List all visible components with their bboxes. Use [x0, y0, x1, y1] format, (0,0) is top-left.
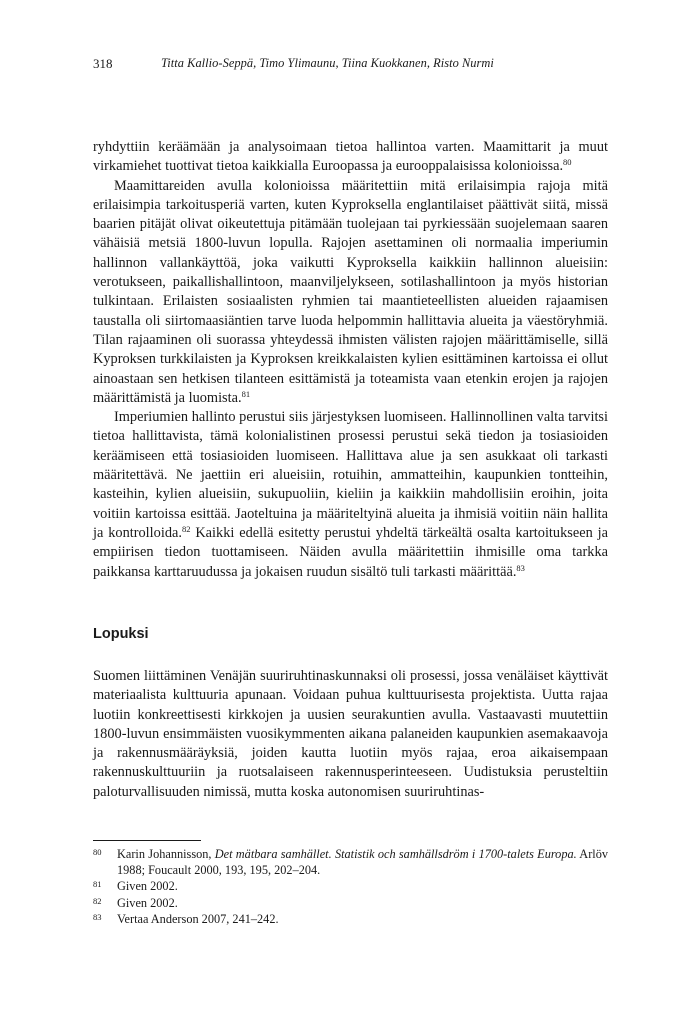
- main-text: [93, 138, 608, 582]
- footnote-83: 83 Vertaa Anderson 2007, 241–242.: [93, 911, 608, 927]
- page-number: 318: [93, 56, 113, 71]
- running-head: [93, 56, 608, 74]
- footnote-82: 82 Given 2002.: [93, 895, 608, 911]
- section-text: [93, 667, 608, 802]
- footnote-ref-82[interactable]: 82: [181, 523, 191, 534]
- footnote-ref-83[interactable]: 83: [516, 562, 525, 573]
- section-heading: Lopuksi: [93, 626, 149, 642]
- footnote-ref-80[interactable]: 80: [563, 157, 572, 168]
- footnote-ref-81[interactable]: 81: [241, 388, 251, 399]
- footnotes: [93, 846, 608, 927]
- paragraph-3: Imperiumien hallinto perustui siis järjestyksen luomiseen. Hallinnollinen valta tarvitsi tietoa hallittavista, tämä kolonialistinen prosessi perustui sekä tiedon ja tosiasioiden keräämiseen että tosiasioiden luomiseen. Hallittava alue ja sen asukkaat oli tarkasti määritettävä. Ne jaettiin eri alueisiin, rotuihin, ammatteihin, kaupunkien tontteihin, kasteihin, kylien alueisiin, sukupuoliin, kieliin ja kaikkiin mahdollisiin eroihin, joita voitiin kartoissa esittää. Jaoteltuina ja määriteltyinä alueita ja ihmisiä voitiin näin hallita ja kontrolloida.$^{82}$ Kaikki edellä esitetty perustui yhdeltä tärkeältä osalta kartoitukseen ja empiirisen tiedon tuottamiseen. Näiden avulla määritettiin ihmisille oma tarkka paikkansa karttaruudussa ja jokaisen ruudun sisältö tuli tarkasti määrittää.$^{83}$: [93, 409, 608, 580]
- footnote-number: 80: [93, 847, 102, 857]
- footnote-number: 82: [93, 895, 102, 906]
- footnote-number: 83: [93, 911, 102, 922]
- paragraph-2: Maamittareiden avulla kolonioissa määritettiin mitä erilaisimpia rajoja mitä erilaisimpia tarkoitusperiä varten, kuten Kyproksella englantilaiset päättivät siitä, missä baarien pitäjät olivat oikeutettuja pitämään tuolejaan tai pyrkiessään suojelemaan saaren vähäisiä metsiä 1800-luvun lopulla. Rajojen asettaminen oli normaalia imperiumin hallinnon vallankäyttöä, joka vaikutti Kyproksella kaikkiin hallinnon alueisiin: verotukseen, paikallishallintoon, maanviljelykseen, sotilashallintoon ja myös historian tulkintaan. Erilaisten sosiaalisten ryhmien tai maantieteellisten alueiden rajaamisen taustalla oli siirtomaasiäntien tarve luoda helpommin hallittavia alueita ja väestöryhmiä. Tilan rajaaminen oli suorassa yhteydessä ihmisten välisten rajojen määrittämiselle, sillä Kyproksen turkkilaisten ja Kyproksen kreikkalaisten kylien esittäminen kartoissa ei ollut ainoastaan sen hetkisen tilanteen esittämistä ja toteamista vaan etenkin erojen ja rajojen määrittämistä ja luomista.$^{81}$: [93, 177, 608, 406]
- footnote-81: 81 Given 2002.: [93, 878, 608, 894]
- footnote-title: Det mätbara samhället. Statistik och samhällsdröm i 1700-talets Europa.: [214, 847, 577, 861]
- footnote-divider: [93, 840, 201, 841]
- footnote-80: 80 Karin Johannisson, Det mätbara samhället. Statistik och samhällsdröm i 1700-talets Europa. Arlöv 1988; Foucault 2000, 193, 195, 202–204.: [93, 846, 608, 878]
- footnote-number: 81: [93, 879, 102, 890]
- running-head-authors: Titta Kallio-Seppä, Timo Ylimaunu, Tiina Kuokkanen, Risto Nurmi: [161, 56, 494, 70]
- paragraph-4: Suomen liittäminen Venäjän suuriruhtinaskunnaksi oli prosessi, jossa venäläiset käyttivät materiaalista kulttuuria apunaan. Voidaan puhua kulttuurisesta projektista. Uutta rajaa luotiin konkreettisesti kirkkojen ja uusien seurakuntien avulla. Vastaavasti muutettiin 1800-luvun ensimmäisten vuosikymmenten aikana palaneiden kaupunkien asemakaavoja ja rakennusmääräyksiä, joiden kautta luotiin myös rajaa, eroa aikaisempaan rakennuskulttuuriin ja ruotsalaiseen rakennusperinteeseen. Uudistuksia perusteltiin paloturvallisuuden nimissä, mutta koska autonomisen suuriruhtinas-: [93, 668, 608, 800]
- paragraph-1: ryhdyttiin keräämään ja analysoimaan tietoa hallintoa varten. Maamittarit ja muut virkamiehet tuottivat tietoa kaikkialla Euroopassa ja eurooppalaisissa kolonioissa.$^{80}$: [93, 139, 608, 175]
